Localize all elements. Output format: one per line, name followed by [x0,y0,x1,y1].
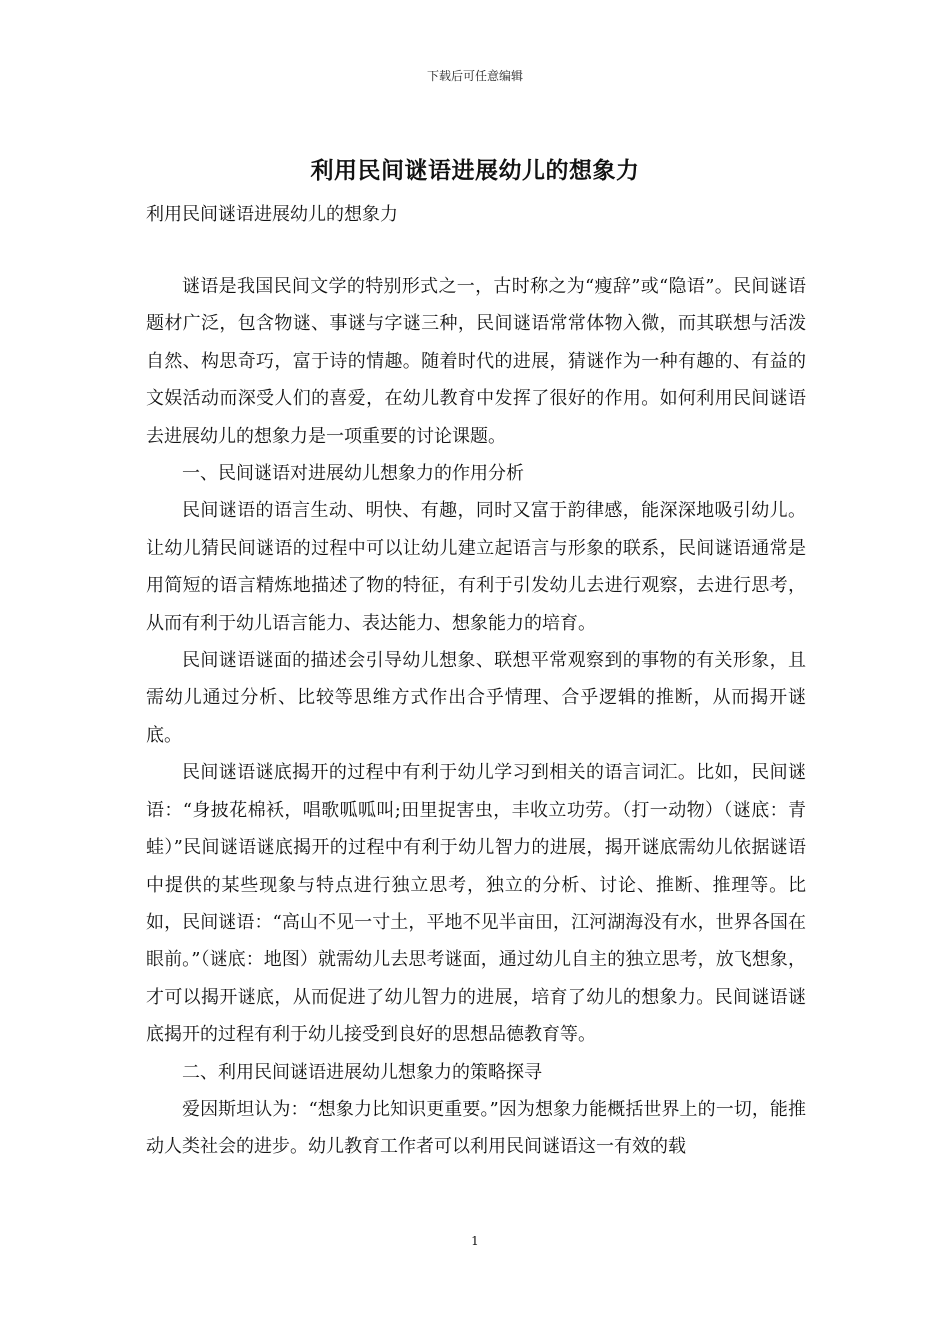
document-body [146,268,806,1166]
paragraph: 谜语是我国民间文学的特别形式之一，古时称之为“瘦辞”或“隐语”。民间谜语题材广泛，包含物谜、事谜与字谜三种，民间谜语常常体物入微，而其联想与活泼自然、构思奇巧，富于诗的情趣。随着时代的进展，猜谜作为一种有趣的、有益的文娱活动而深受人们的喜爱，在幼儿教育中发挥了很好的作用。如何利用民间谜语去进展幼儿的想象力是一项重要的讨论课题。 [146,276,806,447]
document-title: 利用民间谜语进展幼儿的想象力 [310,157,640,184]
section-heading: 二、利用民间谜语进展幼儿想象力的策略探寻 [182,1061,542,1083]
paragraph: 民间谜语的语言生动、明快、有趣，同时又富于韵律感，能深深地吸引幼儿。让幼儿猜民间谜语的过程中可以让幼儿建立起语言与形象的联系，民间谜语通常是用简短的语言精炼地描述了物的特征，有利于引发幼儿去进行观察，去进行思考，从而有利于幼儿语言能力、表达能力、想象能力的培育。 [146,500,806,634]
paragraph: 民间谜语谜面的描述会引导幼儿想象、联想平常观察到的事物的有关形象，且需幼儿通过分析、比较等思维方式作出合乎情理、合乎逻辑的推断，从而揭开谜底。 [146,650,806,746]
header-note: 下载后可任意编辑 [426,69,523,83]
document-subtitle: 利用民间谜语进展幼儿的想象力 [146,204,398,225]
paragraph: 爱因斯坦认为：“想象力比知识更重要。”因为想象力能概括世界上的一切，能推动人类社会的进步。幼儿教育工作者可以利用民间谜语这一有效的载 [146,1098,806,1158]
paragraph: 民间谜语谜底揭开的过程中有利于幼儿学习到相关的语言词汇。比如，民间谜语：“身披花棉袄，唱歌呱呱叫;田里捉害虫，丰收立功劳。（打一动物）（谜底：青蛙）”民间谜语谜底揭开的过程中有利于幼儿智力的进展，揭开谜底需幼儿依据谜语中提供的某些现象与特点进行独立思考，独立的分析、讨论、推断、推理等。比如，民间谜语：“高山不见一寸土，平地不见半亩田，江河湖海没有水，世界各国在眼前。”（谜底：地图）就需幼儿去思考谜面，通过幼儿自主的独立思考，放飞想象，才可以揭开谜底，从而促进了幼儿智力的进展，培育了幼儿的想象力。民间谜语谜底揭开的过程有利于幼儿接受到良好的思想品德教育等。 [146,762,806,1046]
page-number: 1 [471,1234,479,1248]
section-heading: 一、民间谜语对进展幼儿想象力的作用分析 [182,463,524,485]
